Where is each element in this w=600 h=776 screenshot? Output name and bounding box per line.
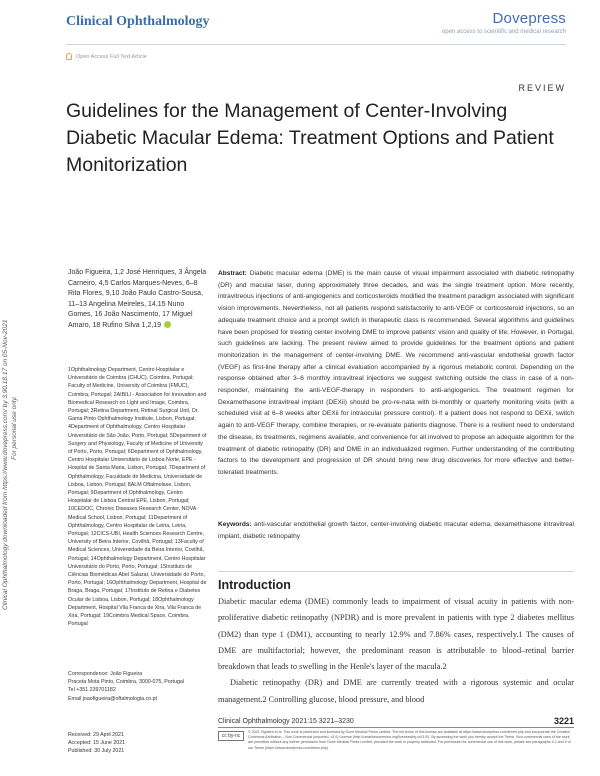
correspondence-email[interactable]: Email joaofigueira@oftalmologia.co.pt	[68, 695, 157, 702]
publisher-logo[interactable]: Dovepress	[492, 10, 566, 27]
abstract-text: Diabetic macular edema (DME) is the main cause of visual impairment associated with diabetic retinopathy (DR) and macular laser, during approximately three decades, and was the single treatment option. More recently, intravitreous injections of anti-angiogenics and corticosteroids modified the treatment paradigm associated with significant vision improvements. Nevertheless, not all patients respond satisfactorily to anti-VEGF or corticosteroid injections, so an adequate treatment choice and a prompt switch in therapeutic class is recommended. Several algorithms and guidelines have been proposed for treating center involving DME to improve patients' vision and quality of life. However, in Portugal, such guidelines are lacking. The present review aimed to provide guidelines for the treatment options and patient monitorization in the management of center-involving DME. We recommend anti-vascular endothelial growth factor (VEGF) as first-line therapy after a clinical evaluation accompanied by a rigorous metabolic control. Depending on the response obtained after 3–6 monthly intravitreal injections we suggest switching outside the class in case of a non-responder, maintaining the anti-VEGF-therapy in responders to anti-angiogenics. The treatment regimen for Dexamethasone intravitreal implant (DEXii) should be pro-re-nata with bi-monthly or quarterly monitoring visits (with a scheduled visit at 6–8 weeks after DEXii for intraocular pressure control). If a patient does not respond to DEXii, switch again to anti-VEGF therapy, combine therapies, or re-evaluate patients diagnose. There is a resilient need to understand the disease, its treatments, regimens available, and convenience for all involved to propose an adequate algorithm for the treatment of diabetic retinopathy (DR) and DME in an individualized regimen. Further understanding of the contributing factors to the development and progression of DR should bring new drug discoveries for more effective and better-tolerated treatments.	[218, 270, 574, 476]
intro-paragraph-2: Diabetic retinopathy (DR) and DME are currently treated with a rigorous systemic and ocular management.2 Controlling glucose, blood pressure, and blood	[218, 678, 574, 704]
keywords-label: Keywords:	[218, 521, 252, 528]
correspondence-tel: Tel +351 239701182	[68, 687, 116, 694]
introduction-heading: Introduction	[218, 578, 291, 592]
published-date: Published: 30 July 2021	[68, 748, 125, 754]
introduction-body	[218, 594, 574, 708]
download-notice: Clinical Ophthalmology downloaded from https://www.dovepress.com/ by 3.90.18.17 on 05-Nov-2021	[2, 319, 9, 610]
section-divider	[218, 571, 574, 572]
page-number: 3221	[553, 716, 574, 726]
correspondence-address: Praceta Mota Pinto, Coimbra, 3000-075, Portugal	[68, 679, 185, 686]
keywords-text: anti-vascular endothelial growth factor, center-involving diabetic macular edema, dexamethasone intravitreal implant, diabetic retinopathy	[218, 521, 574, 540]
abstract-label: Abstract:	[218, 270, 247, 277]
footer-citation: Clinical Ophthalmology 2021:15 3221–3230	[218, 718, 354, 725]
personal-use-notice: For personal use only.	[11, 396, 18, 460]
correspondence	[68, 670, 208, 703]
orcid-icon[interactable]	[164, 321, 171, 328]
license-text: © 2021 Figueira et al. This work is published and licensed by Dove Medical Press Limited. The full terms of this license are available at https://www.dovepress.com/terms.php and incorporate the Creative Commons Attribution – Non Commercial (unported, v3.0) License (http://creativecommons.org/licenses/by-nc/3.0/). By accessing the work you hereby accept the Terms. Non-commercial uses of the work are permitted without any further permission from Dove Medical Press Limited, provided the work is properly attributed. For permission for commercial use of this work, please see paragraphs 4.2 and 5 of our Terms (https://www.dovepress.com/terms.php).	[248, 730, 571, 750]
cc-license-badge[interactable]: cc by-nc	[218, 731, 244, 741]
intro-paragraph-1: Diabetic macular edema (DME) commonly leads to impairment of visual acuity in patients with non-proliferative diabetic retinopathy (NPDR) and is more prevalent in patients with type 2 diabetes mellitus (DM2) than type 1 (DM1), accounting to nearly 12.9% and 7.86% cases, respectively.1 The causes of DME are multifactorial; however, the predominant reason is attributable to blood–retinal barrier breakdown that leads to swelling in the Henle's layer of the macula.2	[218, 597, 574, 672]
footer-divider	[218, 727, 574, 728]
article-type: REVIEW	[518, 83, 566, 93]
article-dates	[68, 731, 208, 755]
correspondence-label: Correspondence: João Figueira	[68, 671, 143, 677]
article-title: Guidelines for the Management of Center-Involving Diabetic Macular Edema: Treatment Options and Patient Monitorization	[66, 100, 554, 176]
header-divider	[66, 44, 566, 45]
author-list	[68, 268, 208, 331]
affiliations: 1Ophthalmology Department, Centro Hospitalar e Universitário de Coimbra (CHUC), Coimbra, Portugal; Faculty of Medicine, University of Coimbra (FMUC), Coimbra, Portugal; 2AIBILI - Association for Innovation and Biomedical Research on Light and Image, Coimbra, Portugal; 3Retina Department, Retinal Surgical Unit, Dr. Gama Pinto Ophthalmology Institute, Lisbon, Portugal; 4Department of Ophthalmology, Centro Hospitalar Universitário de São João, Porto, Portugal; 5Department of Surgery and Physiology, Faculty of Medicine of University of Porto, Porto, Portugal; 6Department of Ophthalmology, Centro Hospitalar Universitário de Lisboa Norte, EPE - Hospital de Santa Maria, Lisbon, Portugal; 7Department of Ophthalmology, Faculdade de Medicina, Universidade de Lisboa, Lisbon, Portugal; 8ALM Oftalmolase, Lisbon, Portugal; 9Department of Ophthalmology, Centro Hospitalar de Lisboa Central EPE, Lisbon, Portugal; 10CEDOC, Chronic Diseases Research Center, NOVA Medical School, Lisbon, Portugal; 11Department of Ophthalmology, Centro Hospitalar de Leiria, Leiria, Portugal; 12CICS-UBI, Health Sciences Research Centre, University of Beira Interior, Covilhã, Portugal; 13Faculty of Medical Sciences, Universidade da Beira Interior, Covilhã, Portugal; 14Ophthalmology Department, Centro Hospitalar Universitário do Porto, Porto, Portugal; 15Instituto de Ciências Biomédicas Abel Salazar, Universidade do Porto, Porto, Portugal; 16Ophthalmology Department, Hospital de Braga, Braga, Portugal; 17Instituto de Retina e Diabetes Ocular de Lisboa, Lisbon, Portugal; 18Ophthalmology Department, Hospital Vila Franca de Xira, Vila Franca de Xira, Portugal; 19Coimbra Medical Space, Coimbra, Portugal	[68, 367, 207, 628]
open-lock-icon	[66, 53, 72, 60]
keywords	[218, 519, 574, 542]
accepted-date: Accepted: 15 June 2021	[68, 740, 126, 746]
journal-name: Clinical Ophthalmology	[66, 14, 210, 29]
authors-text: João Figueira, 1,2 José Henriques, 3 Ângela Carneiro, 4,5 Carlos Marques-Neves, 6–8 Rita Flores, 9,10 João Paulo Castro-Sousa, 11–13 Angelina Meireles, 14,15 Nuno Gomes, 16 João Nascimento, 17 Miguel Amaro, 18 Rufino Silva 1,2,19	[68, 269, 207, 329]
download-sidebar	[2, 150, 24, 630]
received-date: Received: 29 April 2021	[68, 732, 124, 738]
abstract	[218, 268, 574, 479]
publisher-tagline: open access to scientific and medical research	[441, 29, 566, 35]
open-access-label	[66, 53, 147, 60]
open-access-text: Open Access Full Text Article	[76, 53, 147, 60]
